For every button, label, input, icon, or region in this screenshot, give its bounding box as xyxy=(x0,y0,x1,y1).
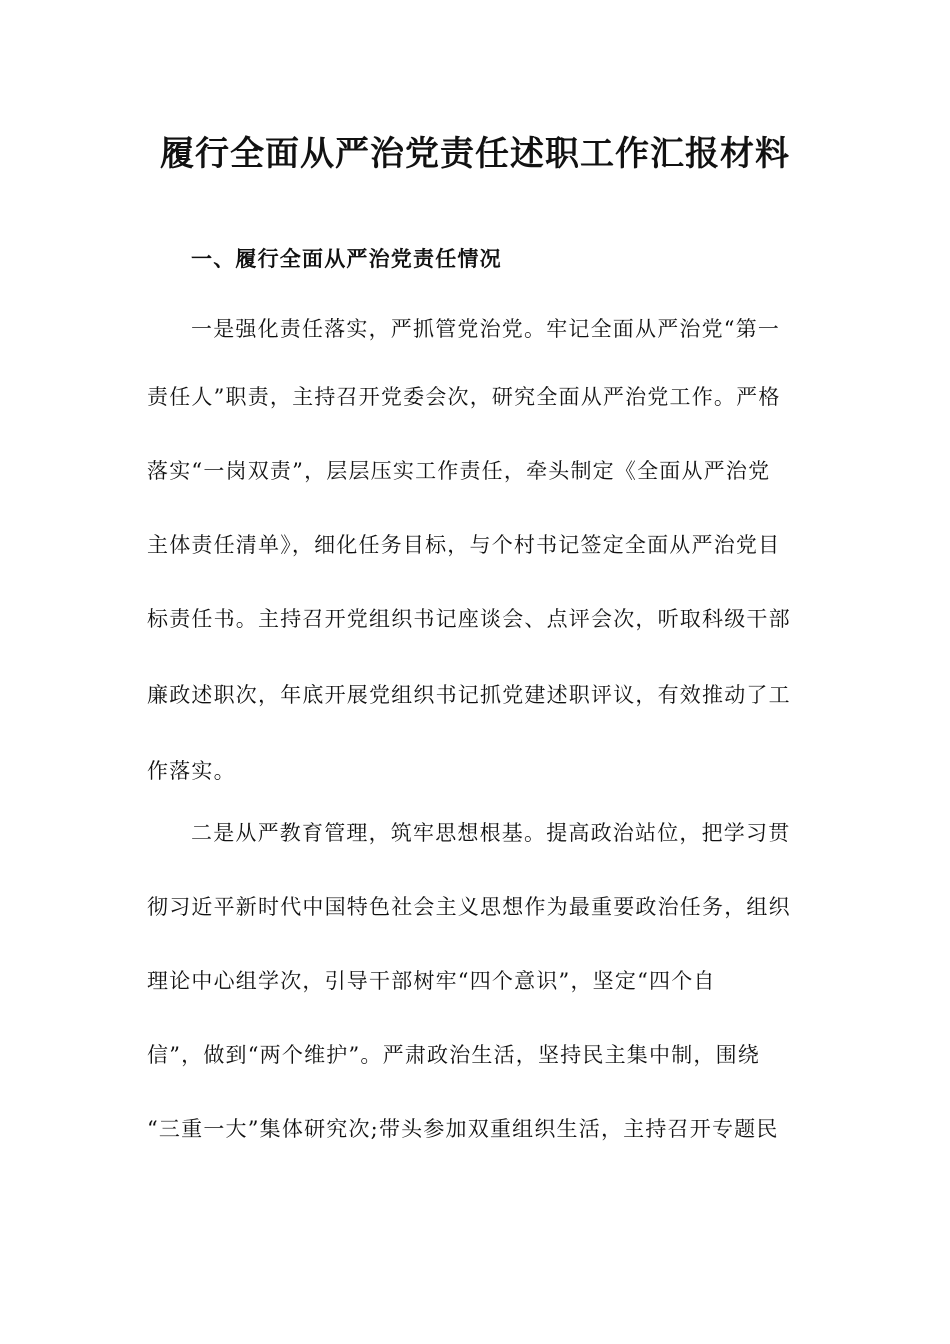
paragraph-line: 廉政述职次，年底开展党组织书记抓党建述职评议，有效推动了工 xyxy=(147,683,791,707)
paragraph-line: 落实“一岗双责”，层层压实工作责任，牵头制定《全面从严治党 xyxy=(147,459,771,483)
paragraph-line: “三重一大”集体研究次;带头参加双重组织生活，主持召开专题民 xyxy=(147,1117,779,1141)
paragraph-line: 彻习近平新时代中国特色社会主义思想作为最重要政治任务，组织 xyxy=(147,895,791,919)
paragraph-line: 信”，做到“两个维护”。严肃政治生活，坚持民主集中制，围绕 xyxy=(147,1043,761,1067)
paragraph-line: 二是从严教育管理，筑牢思想根基。提高政治站位，把学习贯 xyxy=(191,821,791,845)
paragraph-line: 责任人”职责，主持召开党委会次，研究全面从严治党工作。严格 xyxy=(147,385,781,409)
paragraph-line: 一是强化责任落实，严抓管党治党。牢记全面从严治党“第一 xyxy=(191,317,781,341)
section-heading: 一、履行全面从严治党责任情况 xyxy=(191,246,502,271)
paragraph-line: 主体责任清单》，细化任务目标，与个村书记签定全面从严治党目 xyxy=(147,533,781,557)
paragraph-line: 标责任书。主持召开党组织书记座谈会、点评会次，听取科级干部 xyxy=(147,607,791,631)
document-title: 履行全面从严治党责任述职工作汇报材料 xyxy=(160,134,790,174)
paragraph-line: 作落实。 xyxy=(147,759,236,783)
paragraph-line: 理论中心组学次，引导干部树牢“四个意识”，坚定“四个自 xyxy=(147,969,716,993)
